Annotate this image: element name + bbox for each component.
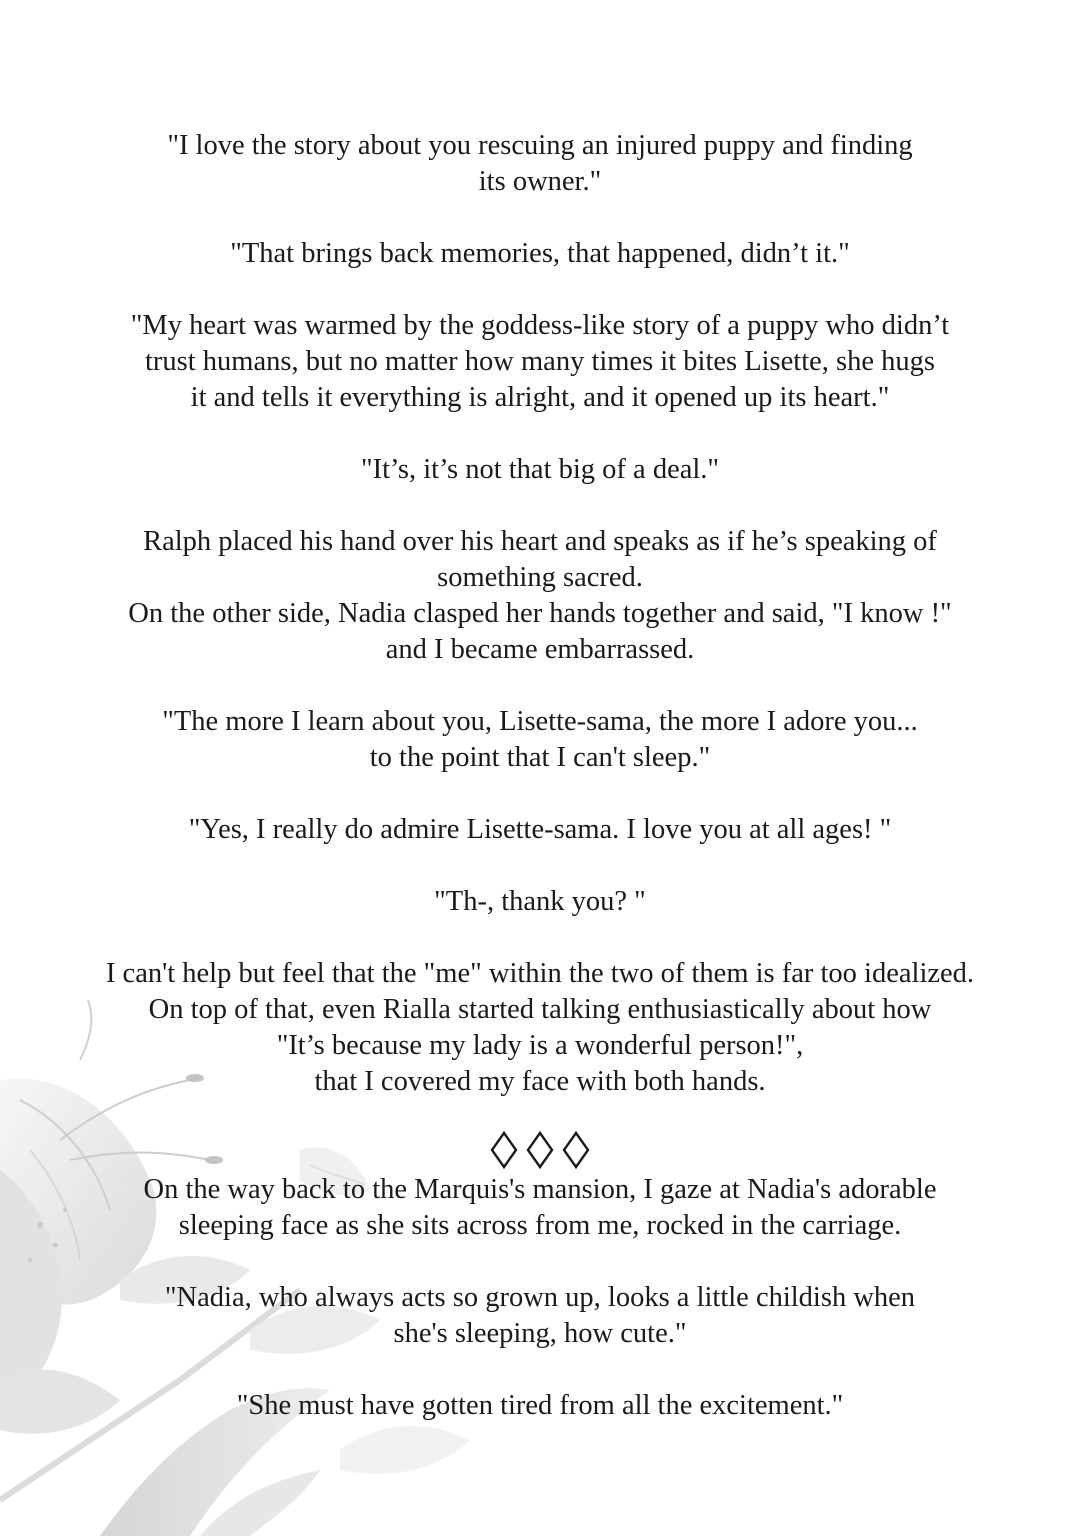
text-line: and I became embarrassed. [385,634,695,665]
paragraph [0,1388,1080,1424]
text-line: that I covered my face with both hands. [314,1066,766,1097]
paragraph [0,452,1080,488]
paragraph [0,884,1080,920]
paragraph [0,704,1080,776]
text-line: something sacred. [437,562,643,593]
paragraph [0,308,1080,416]
story-text [0,128,1080,1460]
diamond-outline-icon [489,1130,519,1170]
diamond-outline-icon [561,1130,591,1170]
text-line: "Nadia, who always acts so grown up, looks a little childish when [164,1282,916,1313]
paragraph [0,524,1080,668]
text-line: "It’s, it’s not that big of a deal." [360,454,720,485]
text-line: "It’s because my lady is a wonderful person!", [276,1030,804,1061]
text-line: On the way back to the Marquis's mansion, I gaze at Nadia's adorable [143,1174,937,1205]
text-line: its owner." [478,166,602,197]
text-line: "Yes, I really do admire Lisette-sama. I love you at all ages! " [188,814,892,845]
paragraph [0,236,1080,272]
text-line: "Th-, thank you? " [434,886,646,917]
scene-break-separator [0,1128,1080,1172]
text-line: it and tells it everything is alright, and it opened up its heart." [190,382,890,413]
text-line: Ralph placed his hand over his heart and speaks as if he’s speaking of [143,526,937,557]
text-line: "I love the story about you rescuing an injured puppy and finding [167,130,913,161]
text-line: I can't help but feel that the "me" within the two of them is far too idealized. [105,958,975,989]
paragraph [0,956,1080,1100]
paragraph [0,128,1080,200]
text-line: "The more I learn about you, Lisette-sama, the more I adore you... [162,706,918,737]
text-line: On the other side, Nadia clasped her hands together and said, "I know !" [128,598,952,629]
text-line: sleeping face as she sits across from me, rocked in the carriage. [178,1210,902,1241]
text-line: "She must have gotten tired from all the excitement." [236,1390,844,1421]
text-line: "My heart was warmed by the goddess-like story of a puppy who didn’t [130,310,950,341]
paragraph [0,812,1080,848]
paragraph [0,1280,1080,1352]
text-line: she's sleeping, how cute." [393,1318,687,1349]
text-line: On top of that, even Rialla started talking enthusiastically about how [148,994,932,1025]
text-line: trust humans, but no matter how many times it bites Lisette, she hugs [145,346,935,377]
text-line: to the point that I can't sleep." [369,742,711,773]
diamond-outline-icon [525,1130,555,1170]
paragraph [0,1172,1080,1244]
text-line: "That brings back memories, that happened, didn’t it." [230,238,850,269]
